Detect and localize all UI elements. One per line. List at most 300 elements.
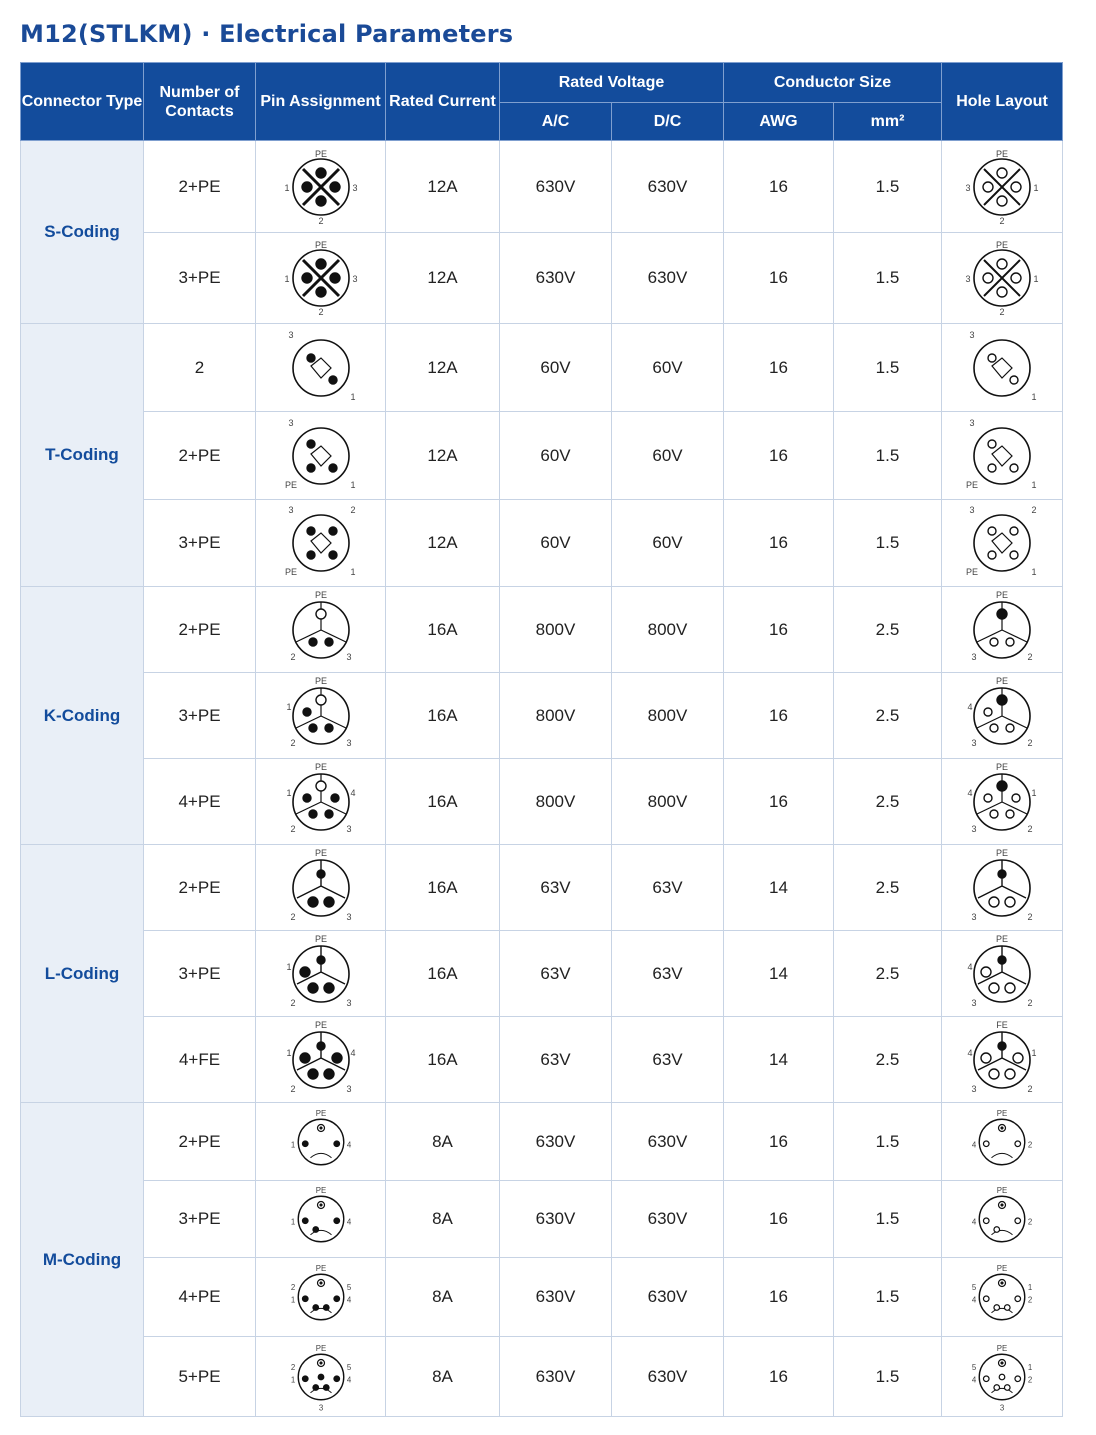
connector-type-cell: T-Coding [21, 324, 144, 587]
svg-text:3: 3 [971, 737, 977, 748]
svg-text:3: 3 [345, 1083, 352, 1094]
svg-text:2: 2 [1027, 823, 1033, 834]
table-row [21, 845, 1063, 931]
rated-current-cell: 12A [386, 233, 500, 324]
dc-voltage-cell: 63V [612, 1017, 724, 1103]
svg-text:PE: PE [995, 675, 1009, 686]
svg-text:3: 3 [287, 329, 294, 340]
svg-text:1: 1 [290, 1295, 295, 1305]
pin-assignment-cell [256, 845, 386, 931]
svg-text:3: 3 [965, 182, 971, 193]
svg-text:PE: PE [315, 1343, 326, 1353]
svg-text:1: 1 [1031, 567, 1037, 577]
hole-layout-cell [942, 845, 1063, 931]
dc-voltage-cell: 630V [612, 1181, 724, 1258]
mm2-cell: 2.5 [834, 931, 942, 1017]
svg-text:2: 2 [317, 215, 324, 226]
svg-text:3: 3 [971, 823, 977, 834]
hole-layout-cell [942, 412, 1063, 500]
awg-cell: 16 [724, 1181, 834, 1258]
svg-text:1: 1 [290, 1374, 295, 1384]
mm2-cell: 1.5 [834, 1103, 942, 1181]
svg-text:PE: PE [995, 589, 1009, 600]
t-coding-2-hole-icon [962, 328, 1042, 408]
svg-text:1: 1 [1033, 182, 1039, 193]
m-coding-2pe-hole-icon [962, 1107, 1042, 1177]
mm2-cell: 1.5 [834, 412, 942, 500]
awg-cell: 16 [724, 1103, 834, 1181]
awg-cell: 16 [724, 759, 834, 845]
svg-text:3: 3 [971, 997, 977, 1008]
table-body [21, 141, 1063, 1417]
svg-text:2: 2 [289, 823, 296, 834]
s-coding-3pe-pin-icon [281, 238, 361, 318]
contacts-cell: 2+PE [144, 412, 256, 500]
dc-voltage-cell: 800V [612, 587, 724, 673]
svg-text:2: 2 [1027, 1083, 1033, 1094]
awg-cell: 16 [724, 1337, 834, 1417]
awg-cell: 16 [724, 1258, 834, 1337]
svg-text:3: 3 [345, 997, 352, 1008]
svg-text:PE: PE [995, 240, 1009, 250]
svg-text:1: 1 [290, 1217, 295, 1227]
svg-text:3: 3 [969, 417, 975, 428]
svg-text:PE: PE [314, 847, 327, 858]
table-row [21, 931, 1063, 1017]
l-coding-3pe-pin-icon [281, 934, 361, 1014]
header-rated-voltage: Rated Voltage [500, 63, 724, 103]
svg-text:5: 5 [971, 1283, 977, 1292]
svg-text:FE: FE [996, 1019, 1008, 1030]
pin-assignment-cell [256, 412, 386, 500]
ac-voltage-cell: 60V [500, 412, 612, 500]
rated-current-cell: 8A [386, 1337, 500, 1417]
t-coding-2pe-hole-icon [962, 416, 1042, 496]
rated-current-cell: 8A [386, 1258, 500, 1337]
table-row [21, 1103, 1063, 1181]
table-row [21, 759, 1063, 845]
awg-cell: 16 [724, 233, 834, 324]
svg-text:2: 2 [1031, 505, 1037, 515]
rated-current-cell: 12A [386, 500, 500, 587]
svg-text:2: 2 [317, 307, 324, 317]
svg-text:PE: PE [965, 567, 979, 577]
svg-text:2: 2 [999, 307, 1005, 317]
awg-cell: 16 [724, 141, 834, 233]
svg-text:2: 2 [1027, 997, 1033, 1008]
svg-text:PE: PE [314, 148, 327, 159]
svg-text:3: 3 [287, 417, 294, 428]
table-row [21, 1181, 1063, 1258]
svg-text:4: 4 [967, 701, 973, 712]
table-row [21, 233, 1063, 324]
svg-text:1: 1 [290, 1139, 295, 1149]
mm2-cell: 1.5 [834, 1181, 942, 1258]
awg-cell: 14 [724, 931, 834, 1017]
svg-text:PE: PE [314, 589, 327, 600]
pin-assignment-cell [256, 141, 386, 233]
mm2-cell: 2.5 [834, 759, 942, 845]
table-row [21, 1258, 1063, 1337]
svg-text:4: 4 [349, 1047, 356, 1058]
k-coding-2pe-hole-icon [962, 590, 1042, 670]
svg-text:PE: PE [284, 479, 297, 490]
ac-voltage-cell: 800V [500, 587, 612, 673]
svg-text:5: 5 [971, 1362, 977, 1372]
header-conductor-size: Conductor Size [724, 63, 942, 103]
table-row [21, 1017, 1063, 1103]
m-coding-5pe-pin-icon [281, 1342, 361, 1412]
ac-voltage-cell: 60V [500, 500, 612, 587]
svg-text:1: 1 [1027, 1362, 1033, 1372]
svg-text:PE: PE [995, 847, 1009, 858]
table-row [21, 500, 1063, 587]
svg-text:4: 4 [971, 1217, 977, 1227]
table-row [21, 141, 1063, 233]
hole-layout-cell [942, 1103, 1063, 1181]
k-coding-3pe-hole-icon [962, 676, 1042, 756]
t-coding-3pe-pin-icon [281, 503, 361, 583]
svg-text:2: 2 [290, 1283, 295, 1292]
contacts-cell: 3+PE [144, 233, 256, 324]
dc-voltage-cell: 630V [612, 141, 724, 233]
svg-text:PE: PE [315, 1185, 326, 1195]
hole-layout-cell [942, 233, 1063, 324]
l-coding-4fe-pin-icon [281, 1020, 361, 1100]
svg-text:5: 5 [346, 1362, 351, 1372]
k-coding-2pe-pin-icon [281, 590, 361, 670]
svg-text:2: 2 [289, 651, 296, 662]
svg-text:4: 4 [346, 1295, 351, 1305]
svg-text:PE: PE [314, 675, 327, 686]
header-ac: A/C [500, 103, 612, 141]
electrical-parameters-table [20, 62, 1063, 1417]
svg-text:3: 3 [969, 505, 975, 515]
rated-current-cell: 12A [386, 141, 500, 233]
svg-text:1: 1 [285, 961, 292, 972]
mm2-cell: 1.5 [834, 141, 942, 233]
svg-text:2: 2 [1027, 651, 1033, 662]
mm2-cell: 1.5 [834, 324, 942, 412]
contacts-cell: 4+PE [144, 1258, 256, 1337]
m-coding-2pe-pin-icon [281, 1107, 361, 1177]
ac-voltage-cell: 63V [500, 845, 612, 931]
svg-text:PE: PE [314, 933, 327, 944]
m-coding-4pe-hole-icon [962, 1262, 1042, 1332]
header-pin-assignment: Pin Assignment [256, 63, 386, 141]
hole-layout-cell [942, 500, 1063, 587]
pin-assignment-cell [256, 1181, 386, 1258]
contacts-cell: 2 [144, 324, 256, 412]
table-header [21, 63, 1063, 141]
svg-text:1: 1 [1031, 391, 1037, 402]
rated-current-cell: 12A [386, 412, 500, 500]
svg-text:1: 1 [349, 479, 356, 490]
hole-layout-cell [942, 587, 1063, 673]
connector-type-cell: L-Coding [21, 845, 144, 1103]
mm2-cell: 1.5 [834, 500, 942, 587]
k-coding-4pe-pin-icon [281, 762, 361, 842]
ac-voltage-cell: 630V [500, 1181, 612, 1258]
dc-voltage-cell: 630V [612, 1337, 724, 1417]
table-row [21, 673, 1063, 759]
svg-text:4: 4 [349, 787, 356, 798]
svg-text:1: 1 [285, 701, 292, 712]
table-row [21, 1337, 1063, 1417]
svg-text:3: 3 [287, 505, 294, 515]
svg-text:PE: PE [314, 240, 327, 250]
ac-voltage-cell: 630V [500, 141, 612, 233]
svg-text:2: 2 [1027, 1374, 1033, 1384]
awg-cell: 14 [724, 1017, 834, 1103]
rated-current-cell: 16A [386, 1017, 500, 1103]
contacts-cell: 2+PE [144, 141, 256, 233]
svg-text:2: 2 [1027, 1139, 1033, 1149]
svg-text:3: 3 [971, 1083, 977, 1094]
awg-cell: 16 [724, 500, 834, 587]
svg-text:PE: PE [314, 1019, 327, 1030]
svg-text:3: 3 [965, 274, 971, 284]
k-coding-4pe-hole-icon [962, 762, 1042, 842]
svg-text:PE: PE [995, 148, 1009, 159]
svg-text:1: 1 [285, 1047, 292, 1058]
pin-assignment-cell [256, 587, 386, 673]
svg-text:2: 2 [1027, 1295, 1033, 1305]
svg-text:PE: PE [284, 567, 297, 577]
rated-current-cell: 16A [386, 587, 500, 673]
svg-text:4: 4 [967, 1047, 973, 1058]
svg-text:PE: PE [314, 761, 327, 772]
l-coding-2pe-pin-icon [281, 848, 361, 928]
connector-type-cell: K-Coding [21, 587, 144, 845]
svg-text:3: 3 [969, 329, 975, 340]
pin-assignment-cell [256, 233, 386, 324]
rated-current-cell: 16A [386, 673, 500, 759]
svg-text:3: 3 [351, 274, 358, 284]
awg-cell: 16 [724, 673, 834, 759]
svg-text:2: 2 [290, 1362, 295, 1372]
ac-voltage-cell: 630V [500, 1258, 612, 1337]
svg-text:3: 3 [345, 911, 352, 922]
mm2-cell: 2.5 [834, 1017, 942, 1103]
hole-layout-cell [942, 1337, 1063, 1417]
svg-text:1: 1 [1031, 479, 1037, 490]
pin-assignment-cell [256, 324, 386, 412]
k-coding-3pe-pin-icon [281, 676, 361, 756]
svg-text:3: 3 [345, 651, 352, 662]
page-title: M12(STLKM) · Electrical Parameters [20, 20, 514, 48]
svg-text:5: 5 [346, 1283, 351, 1292]
hole-layout-cell [942, 1258, 1063, 1337]
svg-text:4: 4 [971, 1295, 977, 1305]
dc-voltage-cell: 800V [612, 673, 724, 759]
hole-layout-cell [942, 141, 1063, 233]
contacts-cell: 3+PE [144, 500, 256, 587]
dc-voltage-cell: 630V [612, 233, 724, 324]
contacts-cell: 2+PE [144, 1103, 256, 1181]
l-coding-3pe-hole-icon [962, 934, 1042, 1014]
hole-layout-cell [942, 324, 1063, 412]
contacts-cell: 3+PE [144, 931, 256, 1017]
ac-voltage-cell: 800V [500, 673, 612, 759]
hole-layout-cell [942, 673, 1063, 759]
svg-text:4: 4 [971, 1374, 977, 1384]
svg-text:2: 2 [289, 1083, 296, 1094]
svg-text:1: 1 [283, 182, 290, 193]
header-awg: AWG [724, 103, 834, 141]
contacts-cell: 2+PE [144, 845, 256, 931]
svg-text:1: 1 [285, 787, 292, 798]
m-coding-5pe-hole-icon [962, 1342, 1042, 1412]
table-row [21, 587, 1063, 673]
contacts-cell: 3+PE [144, 673, 256, 759]
awg-cell: 16 [724, 412, 834, 500]
ac-voltage-cell: 800V [500, 759, 612, 845]
svg-text:4: 4 [346, 1374, 351, 1384]
ac-voltage-cell: 63V [500, 1017, 612, 1103]
header-connector-type: Connector Type [21, 63, 144, 141]
pin-assignment-cell [256, 500, 386, 587]
mm2-cell: 2.5 [834, 587, 942, 673]
svg-text:2: 2 [999, 215, 1005, 226]
header-hole-layout: Hole Layout [942, 63, 1063, 141]
hole-layout-cell [942, 1181, 1063, 1258]
rated-current-cell: 16A [386, 759, 500, 845]
header-rated-current: Rated Current [386, 63, 500, 141]
m-coding-4pe-pin-icon [281, 1262, 361, 1332]
pin-assignment-cell [256, 1103, 386, 1181]
header-mm2: mm² [834, 103, 942, 141]
svg-text:4: 4 [967, 787, 973, 798]
pin-assignment-cell [256, 1258, 386, 1337]
t-coding-2-pin-icon [281, 328, 361, 408]
svg-text:3: 3 [318, 1402, 323, 1412]
svg-text:PE: PE [315, 1263, 326, 1273]
svg-text:4: 4 [971, 1139, 977, 1149]
svg-text:3: 3 [971, 911, 977, 922]
svg-text:1: 1 [349, 391, 356, 402]
svg-text:2: 2 [289, 911, 296, 922]
m-coding-3pe-hole-icon [962, 1184, 1042, 1254]
pin-assignment-cell [256, 759, 386, 845]
rated-current-cell: 12A [386, 324, 500, 412]
svg-text:1: 1 [1031, 1047, 1037, 1058]
connector-type-cell: S-Coding [21, 141, 144, 324]
awg-cell: 14 [724, 845, 834, 931]
svg-text:2: 2 [1027, 737, 1033, 748]
l-coding-2pe-hole-icon [962, 848, 1042, 928]
svg-text:PE: PE [996, 1263, 1008, 1273]
hole-layout-cell [942, 1017, 1063, 1103]
l-coding-4fe-hole-icon [962, 1020, 1042, 1100]
dc-voltage-cell: 60V [612, 500, 724, 587]
dc-voltage-cell: 63V [612, 931, 724, 1017]
ac-voltage-cell: 630V [500, 1103, 612, 1181]
contacts-cell: 4+PE [144, 759, 256, 845]
dc-voltage-cell: 630V [612, 1103, 724, 1181]
rated-current-cell: 8A [386, 1103, 500, 1181]
svg-text:4: 4 [346, 1217, 351, 1227]
t-coding-3pe-hole-icon [962, 503, 1042, 583]
table-row [21, 412, 1063, 500]
svg-text:3: 3 [345, 737, 352, 748]
awg-cell: 16 [724, 324, 834, 412]
m-coding-3pe-pin-icon [281, 1184, 361, 1254]
svg-text:2: 2 [1027, 1217, 1033, 1227]
mm2-cell: 1.5 [834, 1337, 942, 1417]
svg-text:2: 2 [289, 737, 296, 748]
dc-voltage-cell: 60V [612, 324, 724, 412]
rated-current-cell: 8A [386, 1181, 500, 1258]
ac-voltage-cell: 63V [500, 931, 612, 1017]
connector-type-cell: M-Coding [21, 1103, 144, 1417]
contacts-cell: 2+PE [144, 587, 256, 673]
contacts-cell: 4+FE [144, 1017, 256, 1103]
mm2-cell: 1.5 [834, 1258, 942, 1337]
t-coding-2pe-pin-icon [281, 416, 361, 496]
table-row [21, 324, 1063, 412]
pin-assignment-cell [256, 931, 386, 1017]
svg-text:1: 1 [349, 567, 356, 577]
awg-cell: 16 [724, 587, 834, 673]
svg-text:2: 2 [349, 505, 356, 515]
dc-voltage-cell: 800V [612, 759, 724, 845]
mm2-cell: 2.5 [834, 845, 942, 931]
dc-voltage-cell: 60V [612, 412, 724, 500]
svg-text:4: 4 [346, 1139, 351, 1149]
header-number-of-contacts: Number of Contacts [144, 63, 256, 141]
svg-text:2: 2 [289, 997, 296, 1008]
svg-text:PE: PE [315, 1108, 326, 1118]
svg-text:PE: PE [965, 479, 979, 490]
rated-current-cell: 16A [386, 931, 500, 1017]
s-coding-3pe-hole-icon [962, 238, 1042, 318]
svg-text:2: 2 [1027, 911, 1033, 922]
dc-voltage-cell: 63V [612, 845, 724, 931]
contacts-cell: 5+PE [144, 1337, 256, 1417]
pin-assignment-cell [256, 1017, 386, 1103]
svg-text:1: 1 [283, 274, 290, 284]
rated-current-cell: 16A [386, 845, 500, 931]
svg-text:3: 3 [999, 1402, 1005, 1412]
pin-assignment-cell [256, 673, 386, 759]
svg-text:3: 3 [351, 182, 358, 193]
svg-text:1: 1 [1033, 274, 1039, 284]
svg-text:PE: PE [996, 1108, 1008, 1118]
svg-text:3: 3 [971, 651, 977, 662]
svg-text:PE: PE [996, 1343, 1008, 1353]
header-dc: D/C [612, 103, 724, 141]
ac-voltage-cell: 630V [500, 233, 612, 324]
mm2-cell: 2.5 [834, 673, 942, 759]
svg-text:PE: PE [995, 761, 1009, 772]
contacts-cell: 3+PE [144, 1181, 256, 1258]
hole-layout-cell [942, 759, 1063, 845]
ac-voltage-cell: 630V [500, 1337, 612, 1417]
svg-text:3: 3 [345, 823, 352, 834]
ac-voltage-cell: 60V [500, 324, 612, 412]
hole-layout-cell [942, 931, 1063, 1017]
svg-text:PE: PE [996, 1185, 1008, 1195]
mm2-cell: 1.5 [834, 233, 942, 324]
s-coding-2pe-hole-icon [962, 147, 1042, 227]
svg-text:4: 4 [967, 961, 973, 972]
pin-assignment-cell [256, 1337, 386, 1417]
svg-text:PE: PE [995, 933, 1009, 944]
svg-text:1: 1 [1031, 787, 1037, 798]
svg-text:1: 1 [1027, 1283, 1033, 1292]
dc-voltage-cell: 630V [612, 1258, 724, 1337]
